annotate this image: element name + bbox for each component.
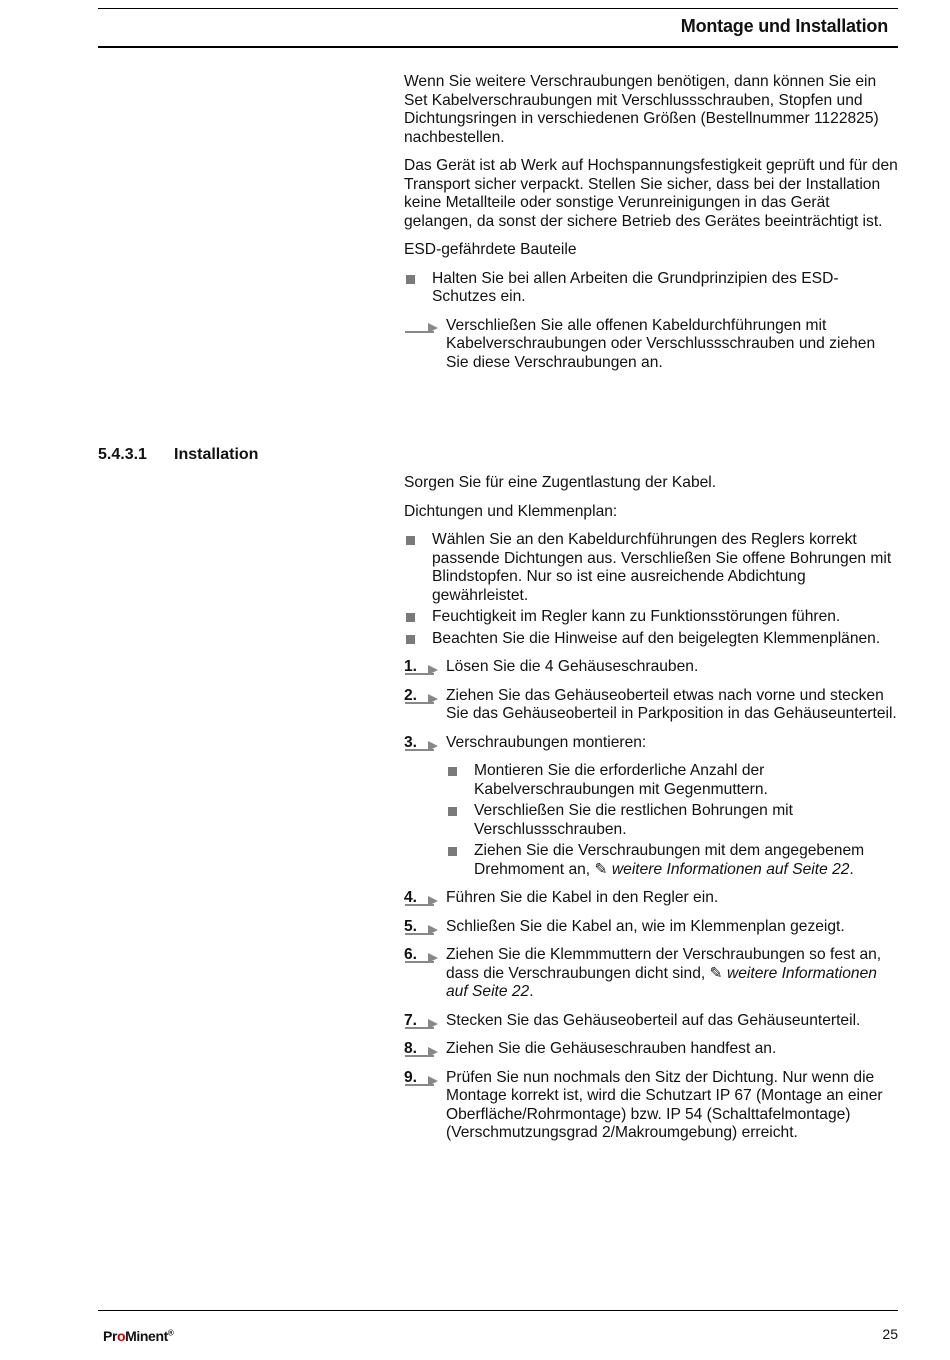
page-header-title: Montage und Installation xyxy=(680,16,888,36)
period: . xyxy=(529,983,534,1000)
intro-paragraph-2: Das Gerät ist ab Werk auf Hochspannungsfestigkeit geprüft und für den Transport sicher verpackt. Stellen Sie sicher, dass bei der Installation keine Metallteile oder sonstige Verunreinigungen in das Gerät gelangen, da sonst der sichere Betrieb des Gerätes beeinträchtigt ist. xyxy=(404,157,898,230)
step-number: 7. xyxy=(404,1011,418,1029)
list-item xyxy=(404,531,898,605)
step-number: 1. xyxy=(404,658,418,675)
step-7 xyxy=(404,1012,898,1031)
step-4 xyxy=(404,889,898,908)
step-2 xyxy=(404,687,898,724)
xref-link[interactable]: weitere Informationen auf Seite 22 xyxy=(611,860,850,878)
bullet-text: Feuchtigkeit im Regler kann zu Funktionsstörungen führen. xyxy=(432,608,841,625)
step-arrow-icon xyxy=(404,1068,442,1087)
sub-bullet-text: Montieren Sie die erforderliche Anzahl der Kabelverschraubungen mit Gegenmuttern. xyxy=(474,762,768,798)
list-item xyxy=(446,802,898,839)
footer-rule xyxy=(98,1310,898,1311)
esd-action-text: Verschließen Sie alle offenen Kabeldurchführungen mit Kabelverschraubungen oder Verschlussschrauben und ziehen Sie diese Verschraubungen an. xyxy=(446,316,876,371)
step-text: Lösen Sie die 4 Gehäuseschrauben. xyxy=(446,658,699,675)
step-9 xyxy=(404,1069,898,1143)
step-arrow-icon xyxy=(404,891,442,907)
step-number: 6. xyxy=(404,946,418,963)
step-number: 4. xyxy=(404,889,418,906)
step-number: 8. xyxy=(404,1040,418,1057)
sub-bullet-text: Ziehen Sie die Verschraubungen mit dem angegebenem Drehmoment an, xyxy=(474,842,865,878)
intro-block xyxy=(404,73,898,382)
esd-bullet xyxy=(404,270,898,307)
step-text: Ziehen Sie die Klemmmuttern der Verschraubungen so fest an, dass die Verschraubungen dicht sind, xyxy=(446,946,882,982)
intro-paragraph-1: Wenn Sie weitere Verschraubungen benötigen, dann können Sie ein Set Kabelverschraubungen mit Verschlussschrauben, Stopfen und Dichtungsringen in verschiedenen Größen (Bestellnummer 1122825) nachbestellen. xyxy=(404,73,879,146)
bullet-square-icon xyxy=(448,767,457,776)
step-number: 5. xyxy=(404,917,418,935)
bullet-text: Wählen Sie an den Kabeldurchführungen des Reglers korrekt passende Dichtungen aus. Verschließen Sie offene Bohrungen mit Blindstopfen. Nur so ist eine ausreichende Abdichtung gewährleistet. xyxy=(432,531,892,604)
step-arrow-icon xyxy=(404,1011,442,1030)
bullet-square-icon xyxy=(406,635,415,644)
period: . xyxy=(849,860,854,878)
list-item xyxy=(404,608,898,627)
installation-paragraph-1: Sorgen Sie für eine Zugentlastung der Kabel. xyxy=(404,474,717,491)
step-text: Verschraubungen montieren: xyxy=(446,733,647,751)
step-arrow-icon xyxy=(404,660,442,676)
step-text: Ziehen Sie das Gehäuseoberteil etwas nach vorne und stecken Sie das Gehäuseoberteil in Parkposition in das Gehäuseunterteil. xyxy=(446,686,897,722)
step-text: Schließen Sie die Kabel an, wie im Klemmenplan gezeigt. xyxy=(446,917,845,935)
step-text: Führen Sie die Kabel in den Regler ein. xyxy=(446,889,719,906)
xref-icon: ✎ xyxy=(709,964,723,982)
bullet-square-icon xyxy=(406,536,415,545)
esd-action xyxy=(404,317,898,373)
page-number: 25 xyxy=(882,1326,898,1342)
step-8 xyxy=(404,1040,898,1059)
action-arrow-icon xyxy=(404,319,442,335)
bullet-square-icon xyxy=(448,847,457,856)
xref-link[interactable]: weitere Informationen auf Seite 22 xyxy=(446,964,877,1000)
step-arrow-icon xyxy=(404,733,442,752)
step-3 xyxy=(404,734,898,753)
step-arrow-icon xyxy=(404,686,442,705)
installation-block xyxy=(404,474,898,1153)
step-arrow-icon xyxy=(404,1042,442,1058)
step-text: Ziehen Sie die Gehäuseschrauben handfest an. xyxy=(446,1040,777,1057)
installation-paragraph-2: Dichtungen und Klemmenplan: xyxy=(404,502,618,520)
prominent-logo: ProMinent® xyxy=(103,1328,174,1344)
step-text: Stecken Sie das Gehäuseoberteil auf das Gehäuseunterteil. xyxy=(446,1011,861,1029)
step-arrow-icon xyxy=(404,917,442,936)
bullet-square-icon xyxy=(406,275,415,284)
section-title: Installation xyxy=(174,446,259,463)
step-1 xyxy=(404,658,898,677)
step-5 xyxy=(404,918,898,937)
step-arrow-icon xyxy=(404,948,442,964)
step-number: 9. xyxy=(404,1068,418,1086)
step-6 xyxy=(404,946,898,1002)
esd-heading: ESD-gefährdete Bauteile xyxy=(404,241,577,258)
list-item xyxy=(446,762,898,799)
section-number: 5.4.3.1 xyxy=(98,446,147,463)
bullet-square-icon xyxy=(406,613,415,622)
list-item xyxy=(404,630,898,649)
sub-bullet-text: Verschließen Sie die restlichen Bohrungen mit Verschlussschrauben. xyxy=(474,802,793,838)
step-text: Prüfen Sie nun nochmals den Sitz der Dichtung. Nur wenn die Montage korrekt ist, wird die Schutzart IP 67 (Montage an einer Oberfläche/Rohrmontage) bzw. IP 54 (Schalttafelmontage) (Verschmutzungsgrad 2/Makroumgebung) erreicht. xyxy=(446,1068,883,1141)
esd-bullet-text: Halten Sie bei allen Arbeiten die Grundprinzipien des ESD-Schutzes ein. xyxy=(432,269,839,305)
step-number: 2. xyxy=(404,686,418,704)
bullet-text: Beachten Sie die Hinweise auf den beigelegten Klemmenplänen. xyxy=(432,629,881,647)
header-rule-bottom xyxy=(98,46,898,48)
bullet-square-icon xyxy=(448,807,457,816)
header-rule-top xyxy=(98,8,898,9)
list-item xyxy=(446,842,898,879)
step-number: 3. xyxy=(404,733,418,751)
xref-icon: ✎ xyxy=(594,860,608,878)
